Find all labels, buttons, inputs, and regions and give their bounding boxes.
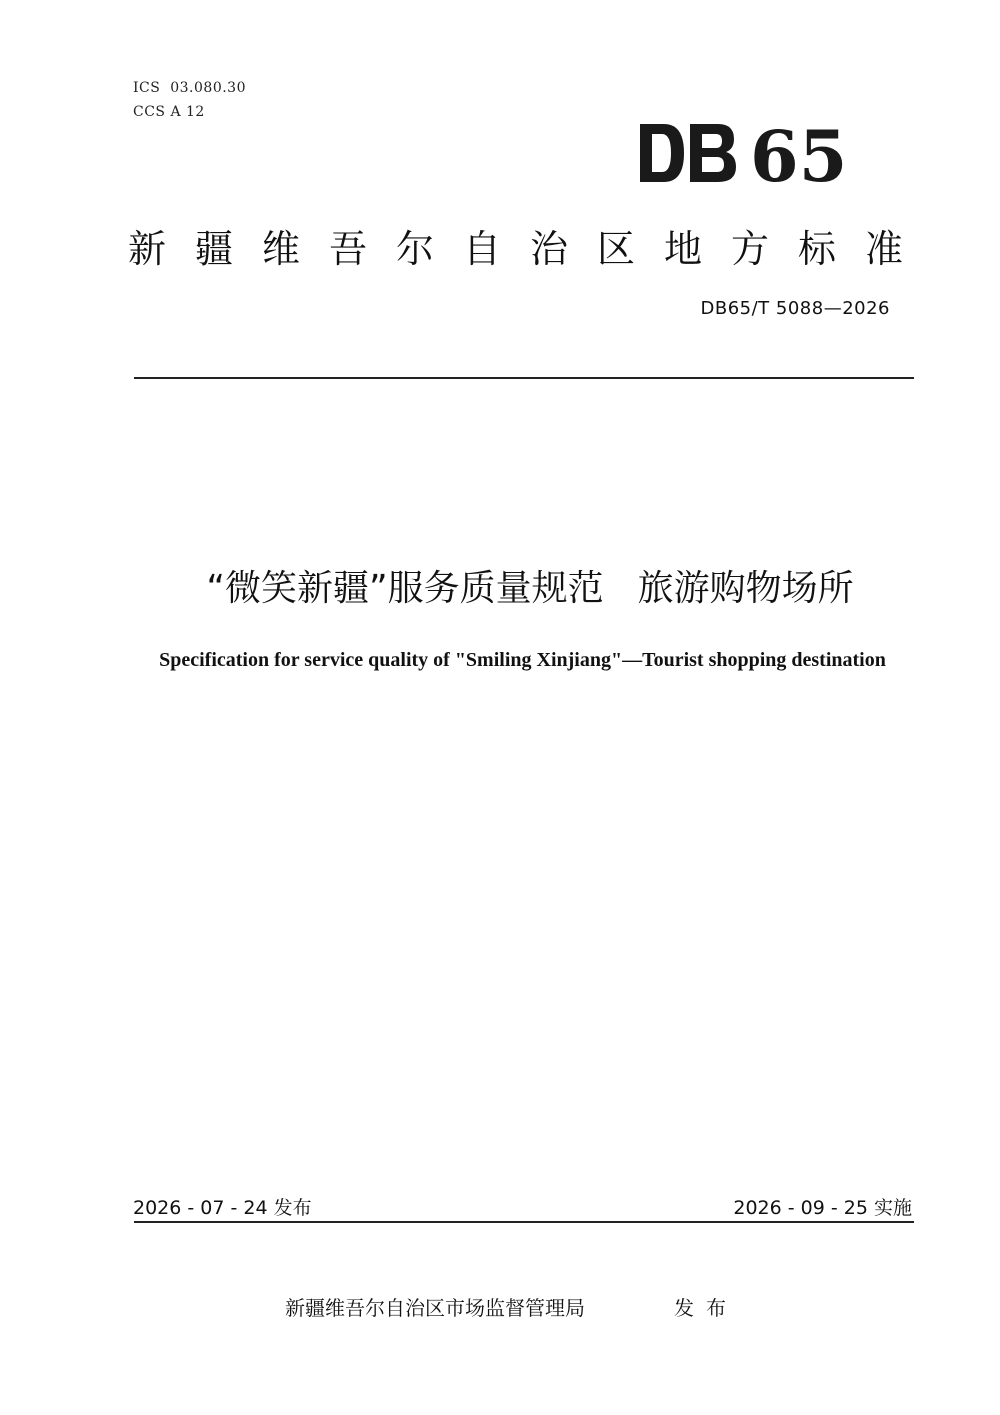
- db65-logo: [638, 122, 858, 184]
- title-chinese: [100, 560, 960, 611]
- title-english: Specification for service quality of "Smiling Xinjiang"—Tourist shopping destination: [159, 649, 886, 671]
- implementation-date: 2026 - 09 - 25 实施: [733, 1197, 912, 1219]
- authority-title: 新疆维吾尔自治区地方标准: [128, 227, 933, 271]
- issue-date: 2026 - 07 - 24 发布: [133, 1197, 312, 1219]
- title-chinese-part2: 旅游购物场所: [637, 568, 854, 609]
- title-chinese-part1: “微笑新疆”服务质量规范: [206, 568, 604, 609]
- bottom-rule: [134, 1221, 914, 1223]
- publisher-name: 新疆维吾尔自治区市场监督管理局: [285, 1296, 585, 1320]
- svg-text:65: 65: [750, 122, 848, 184]
- standard-number: DB65/T 5088—2026: [700, 298, 890, 319]
- ccs-code: CCS A 12: [133, 104, 205, 120]
- top-rule: [134, 377, 914, 379]
- ics-code: ICS 03.080.30: [133, 80, 246, 96]
- publish-label: 发布: [674, 1296, 738, 1320]
